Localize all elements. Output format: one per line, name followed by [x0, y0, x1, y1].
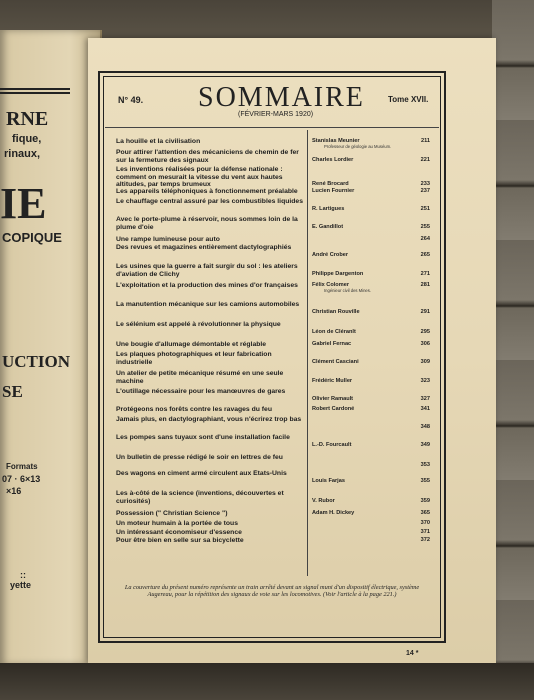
toc-entry-page: 370 [420, 520, 430, 526]
toc-entry-title: Pour attirer l'attention des mécaniciens de chemin de fer sur la fermeture des signaux [116, 149, 299, 164]
toc-entry-title: Possession (" Christian Science ") [116, 510, 228, 517]
toc-entry-author: Christian Rouville [312, 308, 360, 315]
toc-entry-author: Clément Casciani [312, 358, 359, 365]
toc-entry-title: Des revues et magazines entièrement dactylographiés [116, 244, 292, 251]
toc-entry-author: Frédéric Muller [312, 377, 353, 384]
left-text: RNE [6, 108, 49, 130]
rule [0, 88, 70, 90]
toc-entry-author: Charles Lordier [312, 156, 354, 163]
left-text: yette [10, 580, 32, 590]
toc-entry-author: Adam H. Dickey [312, 510, 355, 516]
toc-entry-page: 264 [420, 236, 430, 242]
toc-entry-author-title: Professeur de géologie au Muséum. [324, 144, 392, 149]
left-magazine [0, 30, 102, 665]
toc-entry-title: Une bougie d'allumage démontable et réglable [116, 341, 267, 348]
toc-entry-title: Pour être bien en selle sur sa bicyclette [116, 537, 244, 544]
toc-entry-page: 295 [420, 328, 430, 335]
toc-entry-title: Le sélénium est appelé à révolutionner la physique [116, 321, 281, 328]
left-text: rinaux, [4, 148, 41, 160]
rule [0, 92, 70, 94]
toc-entry-author: Louis Farjas [312, 477, 345, 484]
toc-entry-page: 265 [420, 251, 430, 258]
toc-entry-page: 349 [420, 441, 430, 448]
cover-footnote: La couverture du présent numéro représente un train arrêté devant un signal muni d'un dispositif électrique, système Augereau, pour la répétition des signaux de voie sur les locomotives. (Voir l'article à la page 221.) [124, 584, 420, 599]
left-text: SE [2, 382, 23, 401]
toc-entry-author-title: Ingénieur civil des Mines. [324, 288, 372, 293]
toc-entry-title: Les plaques photographiques et leur fabrication industrielle [116, 351, 272, 366]
toc-entry-title: Un moteur humain à la portée de tous [116, 520, 238, 527]
toc-entry-title: Des wagons en ciment armé circulent aux États-Unis [116, 470, 287, 477]
toc-entry-title: Un bulletin de presse rédigé le soir en lettres de feu [116, 454, 283, 461]
toc-entry-page: 359 [420, 497, 430, 504]
toc-entry-title: Un atelier de petite mécanique résumé en une seule machine [116, 370, 284, 385]
toc-entry-title: Les usines que la guerre a fait surgir du sol : les ateliers d'aviation de Clichy [116, 263, 298, 278]
divider [105, 127, 439, 128]
page-title: SOMMAIRE [198, 82, 365, 113]
left-text: fique, [12, 133, 42, 145]
toc-entry-title: Protégeons nos forêts contre les ravages du feu [116, 406, 272, 413]
toc-entry-page: 255 [420, 223, 430, 230]
issue-number: N° 49. [118, 95, 144, 105]
left-text: 07 · 6×13 [2, 474, 41, 484]
column-divider [307, 130, 308, 576]
toc-entry-page: 281 [420, 282, 430, 288]
toc-entry-title: Une rampe lumineuse pour auto [116, 236, 220, 243]
toc-entry-page: 353 [420, 461, 430, 468]
toc-entry-author: E. Gandillot [312, 223, 344, 230]
left-text: UCTION [2, 352, 71, 371]
toc-entry-title: Le chauffage central assuré par les combustibles liquides [116, 198, 303, 205]
toc-entry-page: 365 [420, 510, 430, 516]
toc-entry-page: 372 [420, 537, 430, 543]
magazine-page [88, 38, 496, 663]
toc-entry-title: Avec le porte-plume à réservoir, nous sommes loin de la plume d'oie [116, 216, 298, 231]
left-text: ×16 [6, 486, 22, 496]
toc-entry-page: 233 [420, 181, 430, 188]
toc-entry-title: L'outillage nécessaire pour les manœuvres de gares [116, 388, 286, 395]
toc-entry-title: La houille et la civilisation [116, 138, 201, 145]
toc-entry-author: Léon de Cléranlt [312, 328, 356, 335]
left-text: COPIQUE [2, 230, 62, 245]
toc-entry-page: 323 [420, 377, 430, 384]
toc-entry-page: 221 [420, 156, 430, 163]
toc-entry-title: Un intéressant économiseur d'essence [116, 529, 242, 536]
toc-entry-author: Robert Cardoné [312, 406, 355, 412]
toc-entry-page: 291 [420, 308, 430, 315]
toc-entry-author: V. Rubor [312, 497, 335, 504]
toc-entry-page: 348 [420, 423, 430, 430]
toc-entry-page: 327 [420, 395, 430, 402]
toc-entry-title: L'exploitation et la production des mines d'or françaises [116, 282, 298, 289]
toc-entry-page: 371 [420, 529, 430, 535]
toc-entry-page: 251 [420, 205, 430, 212]
toc-entry-author: Lucien Fournier [312, 188, 355, 194]
toc-entry-title: Jamais plus, en dactylographiant, vous n'écrirez trop bas [116, 416, 302, 423]
toc-entry-page: 271 [420, 270, 430, 277]
left-text: :: [20, 570, 26, 580]
toc-entry-author: André Crober [312, 251, 349, 258]
toc-entry-author: Félix Colomer [312, 282, 349, 288]
toc-entry-author: Philippe Dargenton [312, 270, 364, 277]
toc-entry-page: 355 [420, 477, 430, 484]
left-text: IE [0, 179, 47, 228]
toc-entry-page: 309 [420, 358, 430, 365]
table-edge [0, 663, 534, 700]
toc-entry-title: Les inventions réalisées pour la défense nationale : comment on mesurait la vitesse du vent aux hautes altitudes, par temps brumeux [116, 166, 283, 189]
table-plank [492, 0, 534, 700]
toc-entry-author: R. Lartigues [312, 205, 345, 212]
tome-label: Tome XVII. [388, 95, 429, 104]
toc-entry-page: 237 [420, 188, 430, 194]
toc-entry-page: 211 [420, 138, 430, 144]
toc-entry-author: René Brocard [312, 181, 349, 188]
toc-entry-title: Les appareils téléphoniques à fonctionnement préalable [116, 188, 298, 195]
toc-entry-title: Les pompes sans tuyaux sont d'une installation facile [116, 434, 290, 441]
toc-entry-author: Gabriel Fernac [312, 341, 352, 347]
issue-date: (FÉVRIER-MARS 1920) [238, 111, 314, 118]
toc-entry-page: 341 [420, 406, 430, 412]
toc-entry-author: Olivier Ramault [312, 395, 354, 402]
left-text: Formats [6, 462, 38, 471]
toc-entry-title: La manutention mécanique sur les camions automobiles [116, 301, 300, 308]
toc-entry-title: Les à-côté de la science (inventions, découvertes et curiosités) [116, 490, 284, 505]
toc-entry-page: 306 [420, 341, 430, 347]
toc-entry-author: L.-D. Fourcault [312, 441, 352, 448]
page-number: 14 * [406, 650, 419, 657]
toc-entry-author: Stanislas Meunier [312, 138, 360, 144]
